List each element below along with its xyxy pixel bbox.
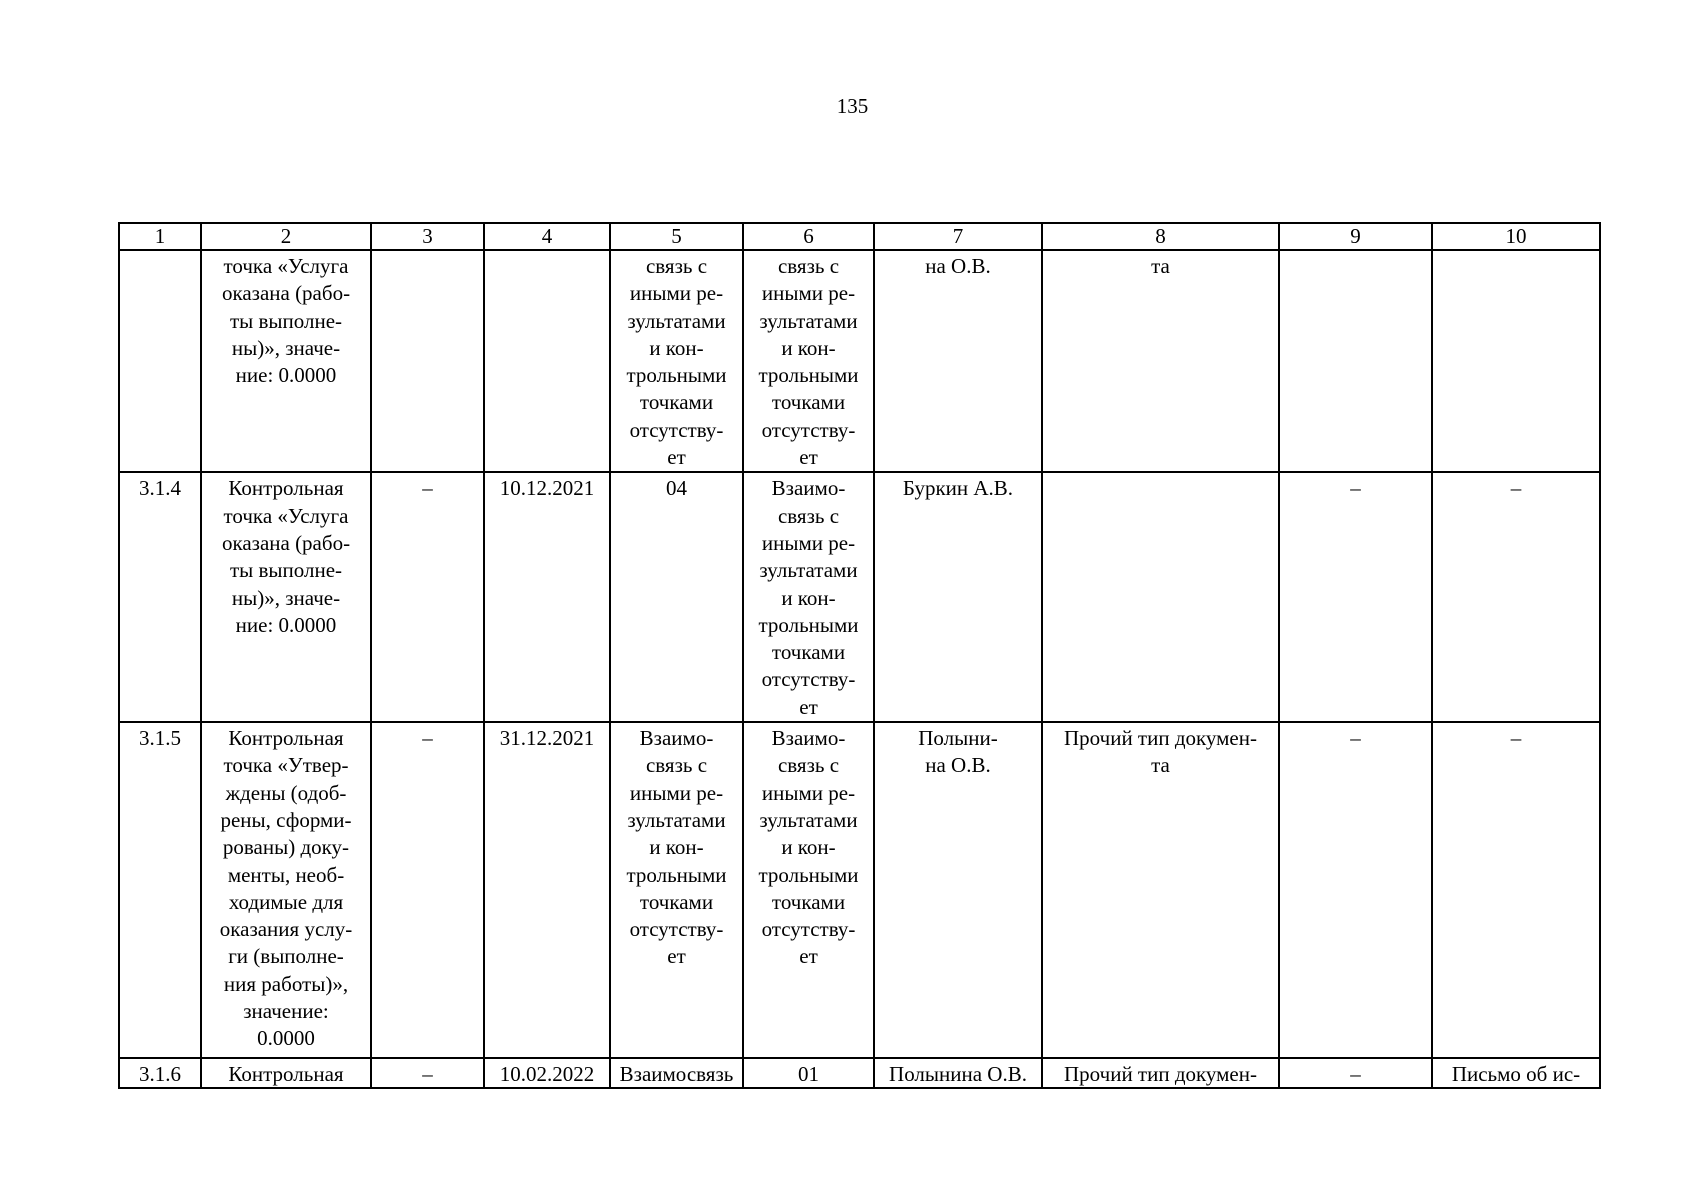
cell-text: 10.12.2021	[499, 476, 595, 501]
cell-col3	[371, 722, 484, 1058]
cell-col3	[371, 1058, 484, 1088]
cell-text: на О.В.	[925, 254, 991, 278]
cell-text: связь с иными ре- зультатами и кон- трольными точками отсутству- ет	[626, 254, 727, 470]
cell-number	[119, 472, 201, 722]
cell-text: Контрольная точка «Услуга оказана (рабо- ты выполне- ны)», значе- ние: 0.0000	[221, 476, 351, 637]
cell-text: –	[422, 726, 433, 751]
cell-text: 3.1.5	[139, 726, 181, 751]
cell-text: 3.1.6	[139, 1062, 181, 1087]
cell-document-type	[1042, 722, 1279, 1058]
column-header-6: 6	[743, 223, 874, 250]
cell-col10	[1432, 250, 1600, 472]
cell-text: –	[1350, 476, 1361, 501]
column-header-7: 7	[874, 223, 1042, 250]
cell-col10	[1432, 1058, 1600, 1088]
table-row	[119, 1058, 1600, 1088]
cell-date	[484, 472, 610, 722]
cell-text: Прочий тип докумен- та	[1064, 726, 1257, 778]
column-header-5: 5	[610, 223, 743, 250]
cell-document-type	[1042, 250, 1279, 472]
cell-col6	[743, 250, 874, 472]
cell-text: Прочий тип докумен-	[1064, 1062, 1257, 1087]
cell-col6	[743, 722, 874, 1058]
cell-col9	[1279, 250, 1432, 472]
header-row	[119, 223, 1600, 250]
cell-col10	[1432, 472, 1600, 722]
cell-description	[201, 250, 371, 472]
cell-text: Взаимо- связь с иными ре- зультатами и кон- трольными точками отсутству- ет	[758, 726, 859, 969]
cell-responsible	[874, 472, 1042, 722]
column-header-1: 1	[119, 223, 201, 250]
cell-text: Буркин А.В.	[902, 476, 1014, 501]
column-header-8: 8	[1042, 223, 1279, 250]
cell-text: 04	[666, 476, 687, 501]
cell-text: Взаимо- связь с иными ре- зультатами и кон- трольными точками отсутству- ет	[626, 726, 727, 969]
cell-date	[484, 250, 610, 472]
cell-description	[201, 722, 371, 1058]
cell-text: –	[422, 1062, 433, 1087]
cell-description	[201, 1058, 371, 1088]
cell-text: –	[1350, 1062, 1361, 1087]
cell-col6	[743, 472, 874, 722]
page-number: 135	[836, 94, 869, 118]
table-row	[119, 722, 1600, 1058]
cell-text: 01	[798, 1062, 819, 1087]
document-table	[118, 222, 1601, 1089]
cell-col10	[1432, 722, 1600, 1058]
table-row	[119, 472, 1600, 722]
cell-number	[119, 722, 201, 1058]
cell-document-type	[1042, 472, 1279, 722]
cell-date	[484, 722, 610, 1058]
cell-text: 10.02.2022	[499, 1062, 595, 1087]
cell-text: Контрольная	[228, 1062, 344, 1087]
cell-text: 3.1.4	[139, 476, 181, 501]
cell-text: та	[1151, 254, 1170, 278]
cell-text: Полынина О.В.	[889, 1062, 1027, 1087]
cell-text: Контрольная точка «Утвер- ждены (одоб- рены, сформи- рованы) доку- менты, необ- ходимые для оказания услу- ги (выполне- ния работы)», значение: 0.0000	[219, 726, 353, 1051]
table-row	[119, 250, 1600, 472]
cell-text: связь с иными ре- зультатами и кон- трольными точками отсутству- ет	[758, 254, 859, 470]
cell-text: Взаимо- связь с иными ре- зультатами и кон- трольными точками отсутству- ет	[758, 476, 859, 719]
cell-responsible	[874, 722, 1042, 1058]
cell-col3	[371, 472, 484, 722]
cell-responsible	[874, 1058, 1042, 1088]
cell-col5	[610, 250, 743, 472]
cell-text: Взаимосвязь	[619, 1062, 734, 1087]
cell-col9	[1279, 722, 1432, 1058]
cell-col9	[1279, 472, 1432, 722]
cell-number	[119, 250, 201, 472]
cell-text: –	[422, 476, 433, 501]
column-header-9: 9	[1279, 223, 1432, 250]
column-header-10: 10	[1432, 223, 1600, 250]
cell-col5	[610, 472, 743, 722]
cell-text: –	[1510, 726, 1522, 751]
cell-number	[119, 1058, 201, 1088]
cell-text: точка «Услуга оказана (рабо- ты выполне- ны)», значе- ние: 0.0000	[221, 254, 351, 388]
cell-col9	[1279, 1058, 1432, 1088]
cell-col3	[371, 250, 484, 472]
column-header-3: 3	[371, 223, 484, 250]
cell-text: Полыни- на О.В.	[918, 726, 998, 778]
cell-document-type	[1042, 1058, 1279, 1088]
column-header-4: 4	[484, 223, 610, 250]
cell-col5	[610, 722, 743, 1058]
cell-text: Письмо об ис-	[1451, 1062, 1581, 1087]
cell-date	[484, 1058, 610, 1088]
cell-col6	[743, 1058, 874, 1088]
cell-description	[201, 472, 371, 722]
cell-text: 31.12.2021	[499, 726, 595, 751]
cell-responsible	[874, 250, 1042, 472]
cell-text: –	[1510, 476, 1522, 501]
cell-text: –	[1350, 726, 1361, 751]
cell-col5	[610, 1058, 743, 1088]
column-header-2: 2	[201, 223, 371, 250]
